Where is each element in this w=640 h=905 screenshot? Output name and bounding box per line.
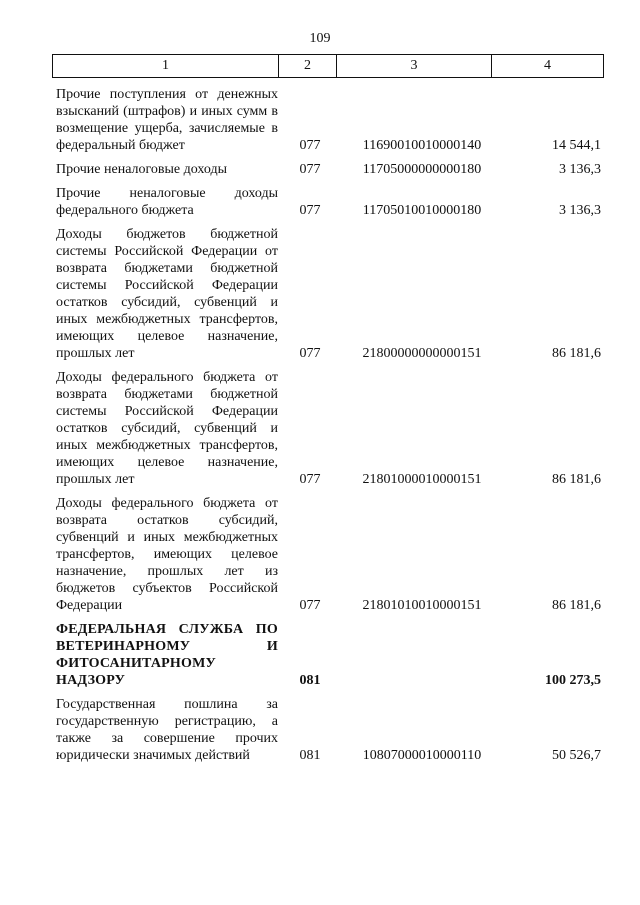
row-description: Государственная пошлина за государственную регистрацию, а также за совершение прочих юридически значимых действий [56,697,278,763]
row-amount: 3 136,3 [559,162,601,177]
row-budget-code: 21801000010000151 [362,472,482,487]
row-budget-code: 21801010010000151 [362,598,482,613]
page-number: 109 [309,31,331,46]
row-amount: 50 526,7 [552,748,601,763]
table-row [56,495,601,614]
row-budget-code: 21800000000000151 [362,346,482,361]
row-description: Прочие поступления от денежных взысканий (штрафов) и иных сумм в возмещение ущерба, зачисляемые в федеральный бюджет [56,87,278,153]
row-admin-code: 077 [299,203,321,218]
row-budget-code: 11690010010000140 [362,138,482,153]
row-admin-code: 077 [299,472,321,487]
table-row [56,86,601,154]
row-amount: 86 181,6 [552,472,601,487]
row-amount: 100 273,5 [545,673,601,688]
row-description: Прочие неналоговые доходы федерального бюджета [56,186,278,218]
row-budget-code: 11705010010000180 [362,203,482,218]
row-admin-code: 081 [299,748,321,763]
table-row-section-heading [56,621,601,689]
table-row [56,161,601,178]
row-description: Прочие неналоговые доходы [56,162,228,177]
row-admin-code: 077 [299,346,321,361]
column-header-3: 3 [337,55,492,78]
row-amount: 86 181,6 [552,346,601,361]
row-description: Доходы федерального бюджета от возврата остатков субсидий, субвенций и иных межбюджетных трансфертов, имеющих целевое назначение, прошлых лет из бюджетов субъектов Российской Федерации [56,496,278,613]
row-admin-code: 077 [299,138,321,153]
row-budget-code: 11705000000000180 [362,162,482,177]
row-admin-code: 077 [299,598,321,613]
row-description: Доходы федерального бюджета от возврата бюджетами бюджетной системы Российской Федерации остатков субсидий, субвенций и иных межбюджетных трансфертов, имеющих целевое назначение, прошлых лет [56,370,278,487]
column-header-row [53,55,604,78]
revenue-table [56,86,601,771]
row-admin-code: 077 [299,162,321,177]
section-heading: ФЕДЕРАЛЬНАЯ СЛУЖБА ПО ВЕТЕРИНАРНОМУ И ФИТОСАНИТАРНОМУ НАДЗОРУ [56,622,278,688]
table-row [56,226,601,362]
table-row [56,369,601,488]
column-header-table [52,54,604,78]
table-row [56,185,601,219]
column-header-4: 4 [492,55,604,78]
column-header-1: 1 [53,55,279,78]
row-admin-code: 081 [299,673,321,688]
column-header-2: 2 [279,55,337,78]
table-row [56,696,601,764]
row-amount: 86 181,6 [552,598,601,613]
row-budget-code: 10807000010000110 [362,748,482,763]
row-description: Доходы бюджетов бюджетной системы Российской Федерации от возврата бюджетами бюджетной системы Российской Федерации остатков субсидий, субвенций и иных межбюджетных трансфертов, имеющих целевое назначение, прошлых лет [56,227,278,361]
row-amount: 14 544,1 [552,138,601,153]
row-amount: 3 136,3 [559,203,601,218]
